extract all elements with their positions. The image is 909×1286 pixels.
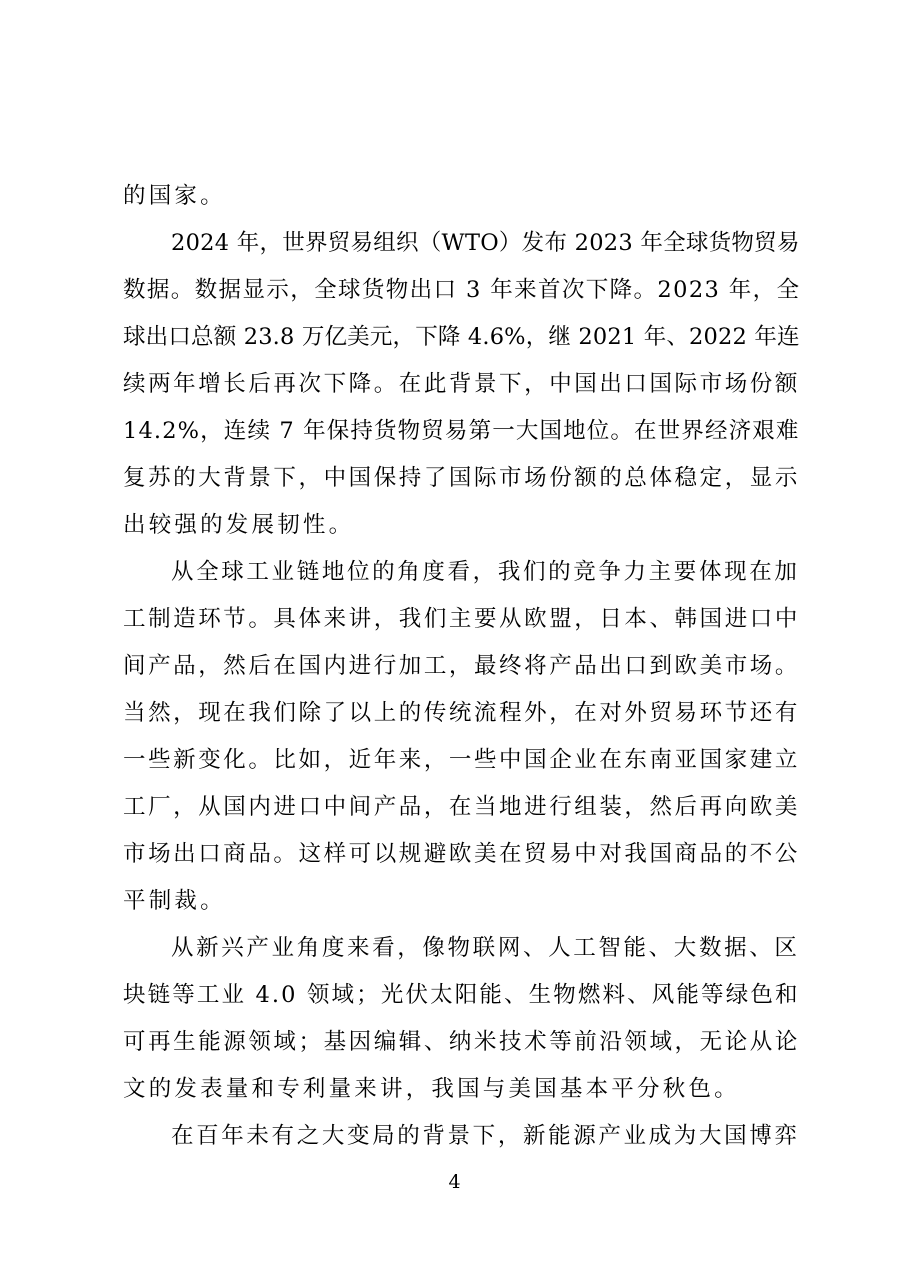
- text-line: 从全球工业链地位的角度看，我们的竞争力主要体现在加: [171, 559, 800, 585]
- text-line: 14.2%，连续 7 年保持货物贸易第一大国地位。在世界经济艰难: [123, 418, 800, 444]
- text-line: 可再生能源领域；基因编辑、纳米技术等前沿领域，无论从论: [123, 1029, 800, 1055]
- text-line: 复苏的大背景下，中国保持了国际市场份额的总体稳定，显示: [123, 465, 800, 491]
- text-line: 一些新变化。比如，近年来，一些中国企业在东南亚国家建立: [123, 747, 800, 773]
- text-line: 平制裁。: [123, 888, 226, 914]
- text-line: 当然，现在我们除了以上的传统流程外，在对外贸易环节还有: [123, 700, 800, 726]
- text-line: 2024 年，世界贸易组织（WTO）发布 2023 年全球货物贸易: [171, 230, 800, 256]
- page-number: 4: [448, 1171, 461, 1193]
- text-line: 从新兴产业角度来看，像物联网、人工智能、大数据、区: [171, 935, 800, 961]
- text-line: 出较强的发展韧性。: [123, 512, 355, 538]
- text-line: 数据。数据显示，全球货物出口 3 年来首次下降。2023 年，全: [123, 277, 801, 303]
- text-line: 的国家。: [123, 183, 226, 209]
- text-line: 球出口总额 23.8 万亿美元，下降 4.6%，继 2021 年、2022 年连: [123, 324, 800, 350]
- text-line: 工制造环节。具体来讲，我们主要从欧盟，日本、韩国进口中: [123, 606, 800, 632]
- text-line: 工厂，从国内进口中间产品，在当地进行组装，然后再向欧美: [123, 794, 800, 820]
- text-line: 市场出口商品。这样可以规避欧美在贸易中对我国商品的不公: [123, 841, 800, 867]
- text-line: 块链等工业 4.0 领域；光伏太阳能、生物燃料、风能等绿色和: [123, 982, 800, 1008]
- text-line: 文的发表量和专利量来讲，我国与美国基本平分秋色。: [123, 1076, 740, 1102]
- text-line: 在百年未有之大变局的背景下，新能源产业成为大国博弈: [171, 1123, 800, 1149]
- text-line: 间产品，然后在国内进行加工，最终将产品出口到欧美市场。: [123, 653, 800, 679]
- text-line: 续两年增长后再次下降。在此背景下，中国出口国际市场份额: [123, 371, 800, 397]
